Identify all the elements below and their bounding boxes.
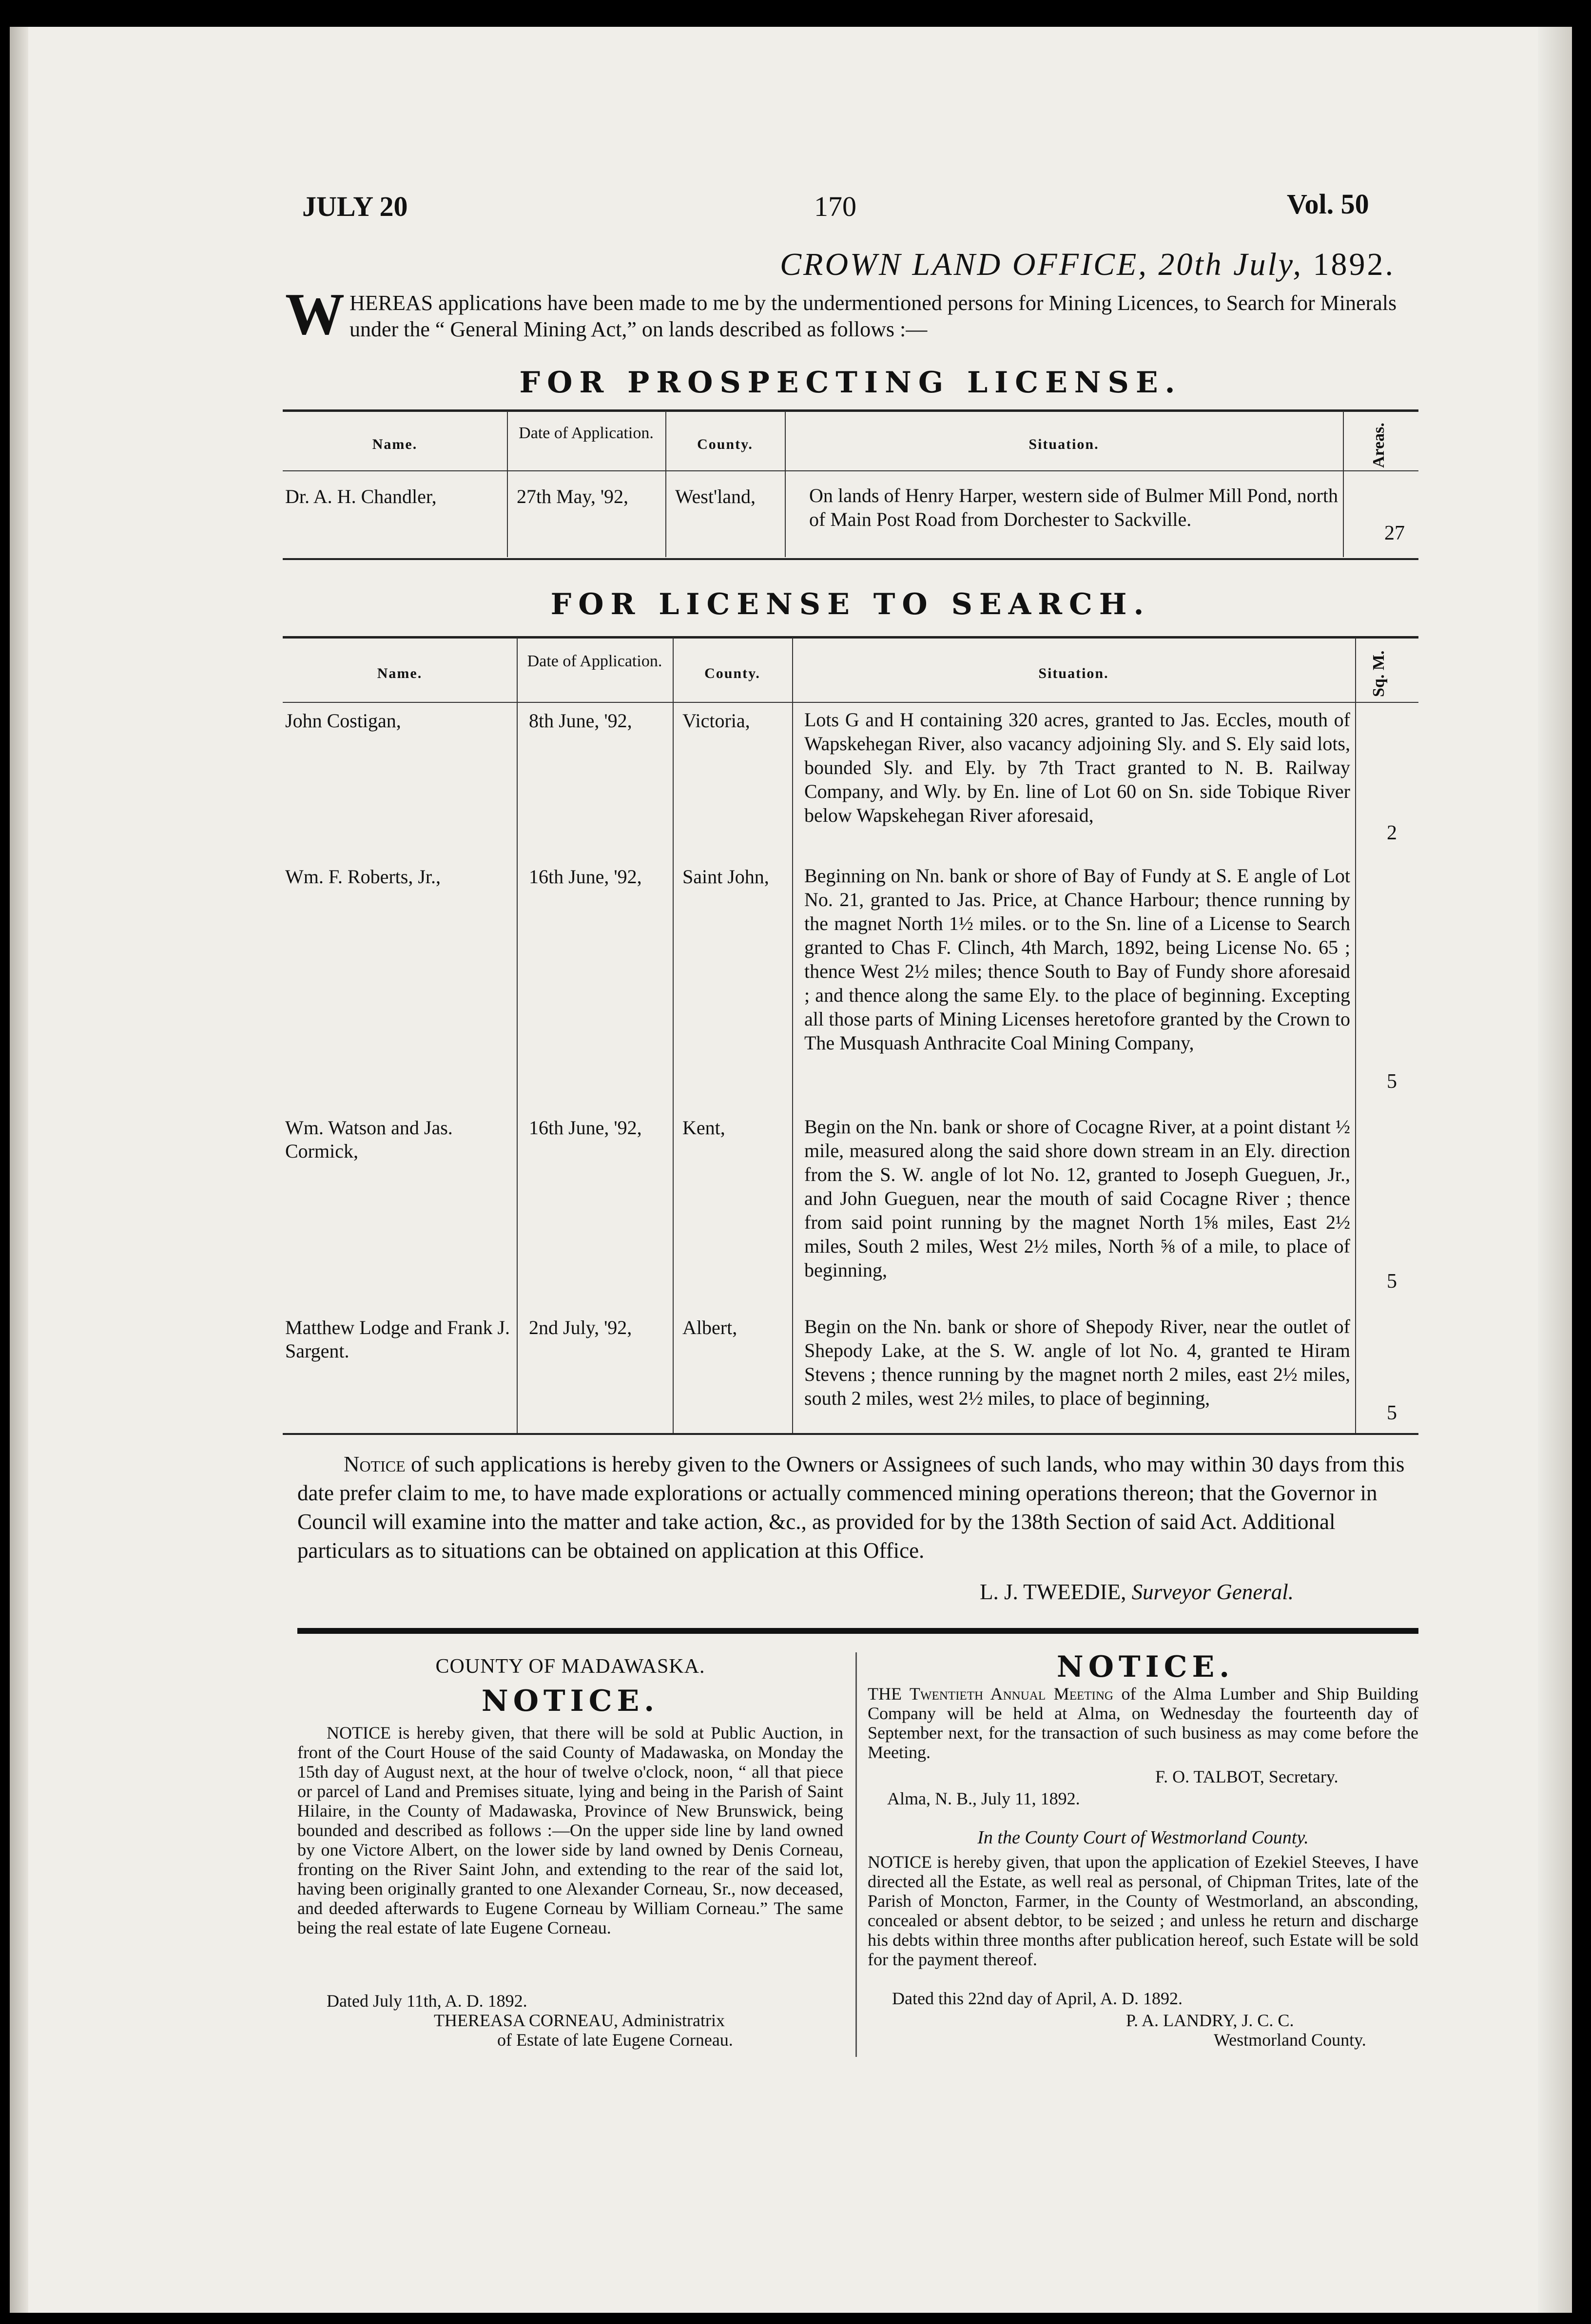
col-head-name: Name.: [377, 665, 423, 681]
search-title: FOR LICENSE TO SEARCH.: [550, 587, 1151, 621]
search-row-name: John Costigan,: [285, 710, 401, 732]
search-row-county: Kent,: [682, 1117, 725, 1139]
search-row-name: Wm. Watson and Jas. Cormick,: [285, 1117, 453, 1162]
madawaska-notice-body: NOTICE is hereby given, that there will be sold at Public Auction, in front of the Court House of the said County of Madawaska, on Monday the 15th day of August next, at the hour of twelve o'clock, noon, “ all that piece or parcel of Land and Premises situate, lying and being in the Parish of Saint Hilaire, in the County of Madawaska, Province of New Brunswick, being bounded and described as follows :—On the upper side line by land owned by one Victore Albert, on the lower side by land owned by Denis Corneau, fronting on the River Saint John, and extending to the rear of the said lot, having been originally granted to one Alexander Corneau, Sr., now deceased, and deeded afterwards to Eugene Corneau by William Corneau.” The same being the real estate of late Eugene Corneau.: [297, 1723, 843, 1937]
search-row-sq-m: 2: [1387, 822, 1397, 844]
column-divider: [785, 411, 786, 557]
search-row-situation: Beginning on Nn. bank or shore of Bay of Fundy at S. E angle of Lot No. 21, granted to Jas. Price, at Chance Harbour; thence running by the magnet North 1½ miles. or to the Sn. line of a License to Search granted to Chas F. Clinch, 4th March, 1892, being License No. 65 ; thence West 2½ miles; thence South to Bay of Fundy shore aforesaid ; and thence along the same Ely. to the place of beginning. Excepting all those parts of Mining Licenses heretofore granted by the Crown to The Musquash Anthracite Coal Mining Company,: [804, 865, 1350, 1054]
general-notice-text: of such applications is hereby given to the Owners or Assignees of such lands, who may within 30 days from this date prefer claim to me, to have made explorations or actually commenced mining operations thereon; that the Governor in Council will examine into the matter and take action, &c., as provided for by the 138th Section of said Act. Additional particulars as to situations can be obtained on application at this Office.: [297, 1452, 1405, 1563]
search-row-sq-m: 5: [1387, 1402, 1397, 1424]
office-date: 20th July,: [1158, 247, 1303, 282]
office-line: [780, 246, 1395, 283]
search-row-date: 8th June, '92,: [529, 710, 632, 732]
westmorland-court: In the County Court of Westmorland County.: [977, 1827, 1309, 1848]
column-divider: [673, 638, 674, 1433]
prospecting-title: FOR PROSPECTING LICENSE.: [519, 366, 1182, 400]
table-rule: [283, 1433, 1418, 1435]
table-rule: [283, 470, 1418, 471]
col-head-areas: Areas.: [1370, 423, 1388, 468]
alma-notice-title: NOTICE.: [1056, 1650, 1235, 1684]
alma-notice-body: [868, 1684, 1418, 1762]
page-right-edge: [1538, 27, 1572, 2313]
table-rule: [283, 702, 1418, 703]
col-head-situation: Situation.: [1038, 665, 1109, 681]
col-head-sq-m: Sq. M.: [1370, 650, 1388, 697]
drop-cap: W: [285, 281, 345, 347]
table-rule: [283, 558, 1418, 560]
gazette-page: [10, 27, 1572, 2313]
prospecting-row-date: 27th May, '92,: [517, 485, 629, 507]
general-notice-lead: Notice: [344, 1452, 406, 1476]
office-name: CROWN LAND OFFICE,: [780, 247, 1148, 282]
office-year: 1892.: [1313, 247, 1395, 282]
westmorland-notice-body: NOTICE is hereby given, that upon the application of Ezekiel Steeves, I have directed all the Estate, as well real as personal, of Chipman Trites, late of the Parish of Moncton, Farmer, in the County of Westmorland, an absconding, concealed or absent debtor, to be seized ; and unless he return and discharge his debts within three months after publication hereof, such Estate will be sold for the payment thereof.: [868, 1852, 1418, 1969]
header-date: JULY 20: [302, 191, 408, 222]
search-row-situation: Begin on the Nn. bank or shore of Cocagne River, at a point distant ½ mile, measured along the said shore down stream in an Ely. direction from the S. W. angle of lot No. 12, granted to Joseph Gueguen, Jr., and John Gueguen, near the mouth of said Cocagne River ; thence from said point running by the magnet North 1⅝ miles, East 2½ miles, South 2 miles, West 2½ miles, North ⅝ of a mile, to place of beginning,: [804, 1116, 1350, 1281]
search-row-sq-m: 5: [1387, 1070, 1397, 1093]
alma-notice-text: of the Alma Lumber and Ship Building Company will be held at Alma, on Wednesday the fourteenth day of September next, for the transaction of such business as may come before the Meeting.: [868, 1684, 1418, 1762]
alma-signer: F. O. TALBOT, Secretary.: [1155, 1767, 1339, 1786]
section-divider-rule: [297, 1628, 1418, 1634]
prospecting-row-county: West'land,: [675, 485, 756, 507]
search-row-situation: Begin on the Nn. bank or shore of Shepody River, near the outlet of Shepody Lake, at the S. W. angle of lot No. 4, granted te Hiram Stevens ; thence running by the magnet north 2 miles, east 2½ miles, south 2 miles, west 2½ miles, to place of beginning,: [804, 1316, 1350, 1409]
search-row-date: 2nd July, '92,: [529, 1317, 632, 1338]
column-divider: [1343, 411, 1344, 557]
madawaska-signer: THEREASA CORNEAU, Administratrix: [434, 2011, 725, 2030]
column-divider: [792, 638, 793, 1433]
prospecting-row-areas: 27: [1384, 522, 1405, 544]
col-head-name: Name.: [372, 436, 418, 452]
search-row-county: Saint John,: [682, 866, 769, 888]
header-volume: Vol. 50: [1287, 188, 1369, 220]
signature-title: Surveyor General.: [1131, 1580, 1294, 1604]
general-notice: [297, 1450, 1418, 1565]
col-head-date: Date of Application.: [519, 424, 654, 442]
westmorland-dated: Dated this 22nd day of April, A. D. 1892.: [892, 1989, 1183, 2008]
page-binding-edge: [10, 27, 28, 2313]
madawaska-county: COUNTY OF MADAWASKA.: [435, 1655, 705, 1678]
intro-paragraph: [285, 281, 1411, 347]
table-rule: [283, 636, 1418, 639]
prospecting-row-situation: On lands of Henry Harper, western side of Bulmer Mill Pond, north of Main Post Road from Dorchester to Sackville.: [809, 484, 1338, 530]
search-row-county: Albert,: [682, 1317, 737, 1338]
search-row-sq-m: 5: [1387, 1270, 1397, 1293]
search-row-situation: Lots G and H containing 320 acres, granted to Jas. Eccles, mouth of Wapskehegan River, also vacancy adjoining Sly. and S. Ely said lots, bounded Sly. and Ely. by 7th Tract granted to N. B. Railway Company, and Wly. by En. line of Lot 60 on Sn. side Tobique River below Wapskehegan River aforesaid,: [804, 709, 1350, 826]
col-head-county: County.: [704, 665, 760, 681]
prospecting-row-name: Dr. A. H. Chandler,: [285, 485, 437, 507]
westmorland-signer-detail: Westmorland County.: [1214, 2030, 1366, 2050]
search-row-name: Matthew Lodge and Frank J. Sargent.: [285, 1317, 510, 1362]
madawaska-dated: Dated July 11th, A. D. 1892.: [327, 1991, 527, 2011]
col-head-situation: Situation.: [1028, 436, 1099, 452]
alma-place-date: Alma, N. B., July 11, 1892.: [887, 1789, 1080, 1808]
alma-notice-lead: THE Twentieth Annual Meeting: [868, 1684, 1113, 1704]
madawaska-signer-detail: of Estate of late Eugene Corneau.: [497, 2030, 733, 2050]
westmorland-signer: P. A. LANDRY, J. C. C.: [1126, 2011, 1294, 2030]
col-head-date: Date of Application.: [527, 652, 662, 670]
general-notice-signature: [980, 1579, 1294, 1605]
signature-name: L. J. TWEEDIE,: [980, 1580, 1126, 1604]
column-divider: [517, 638, 518, 1433]
column-divider: [665, 411, 666, 557]
search-row-name: Wm. F. Roberts, Jr.,: [285, 866, 441, 888]
header-page-number: 170: [814, 191, 856, 222]
col-head-county: County.: [697, 436, 753, 452]
column-divider: [855, 1652, 857, 2057]
table-rule: [283, 409, 1418, 412]
madawaska-notice-title: NOTICE.: [481, 1684, 660, 1718]
search-row-date: 16th June, '92,: [529, 866, 642, 888]
intro-text: HEREAS applications have been made to me by the undermentioned persons for Mining Licences, to Search for Minerals under the “ General Mining Act,” on lands described as follows :—: [349, 291, 1397, 341]
search-row-date: 16th June, '92,: [529, 1117, 642, 1139]
search-row-county: Victoria,: [682, 710, 750, 732]
column-divider: [1355, 638, 1356, 1433]
